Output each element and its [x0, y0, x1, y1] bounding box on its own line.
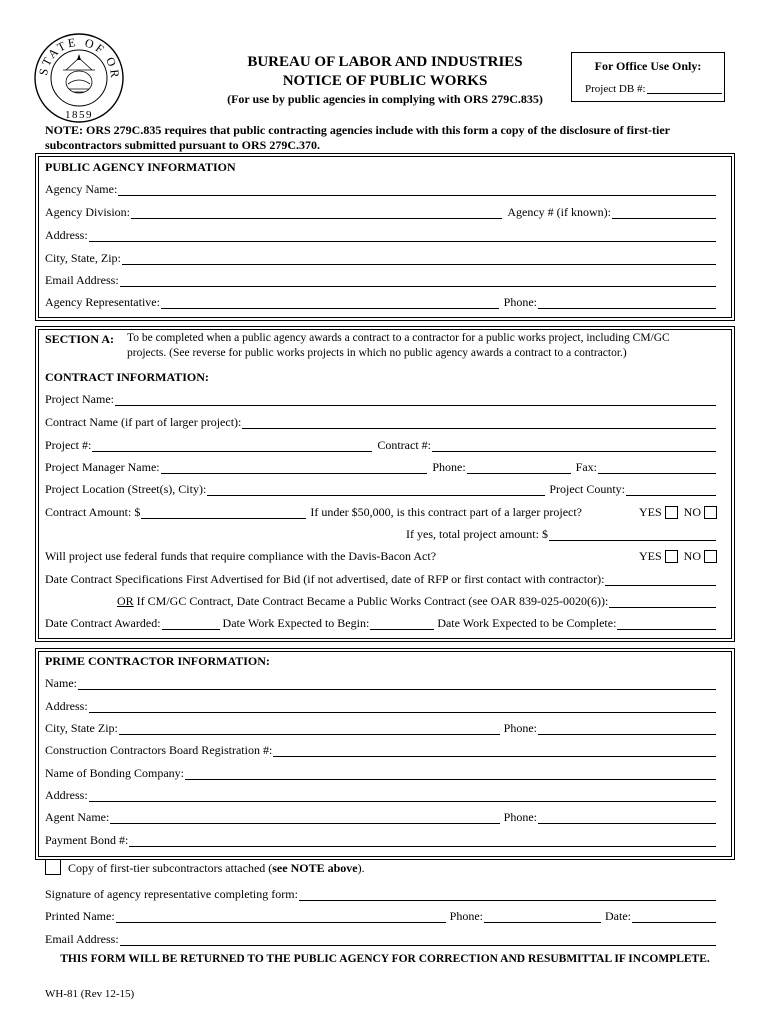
agency-address-row — [45, 226, 717, 242]
prime-name-field[interactable] — [78, 678, 716, 690]
copy-text-b: see NOTE above — [272, 861, 358, 875]
agency-email-label: Email Address: — [45, 273, 119, 287]
agency-email-row — [45, 271, 717, 287]
section-a-text-2: projects. (See reverse for public works projects in which no public agency awards a contract to a contractor.) — [127, 347, 627, 359]
copy-text-c: ). — [357, 861, 365, 875]
printed-name-field[interactable] — [116, 911, 446, 923]
agency-city-label: City, State, Zip: — [45, 251, 121, 265]
contract-info-heading: CONTRACT INFORMATION: — [45, 370, 209, 384]
prime-heading: PRIME CONTRACTOR INFORMATION: — [45, 654, 270, 668]
date-advertised-label: Date Contract Specifications First Advertised for Bid (if not advertised, date of RFP or first contact with contractor): — [45, 572, 605, 586]
contract-name-row — [45, 413, 717, 429]
ccb-field[interactable] — [273, 745, 716, 757]
or-label: OR — [117, 594, 134, 608]
prime-name-label: Name: — [45, 676, 77, 690]
project-county-label: Project County: — [549, 482, 625, 496]
agency-name-label: Agency Name: — [45, 182, 118, 196]
sign-phone-field[interactable] — [484, 911, 601, 923]
sign-phone-label: Phone: — [449, 909, 483, 923]
federal-yes-checkbox[interactable] — [665, 550, 678, 563]
section-a-label: SECTION A: — [45, 332, 115, 346]
signature-row — [45, 885, 717, 901]
prime-city-row — [45, 719, 717, 735]
date-complete-field[interactable] — [617, 618, 716, 630]
federal-funds-question: Will project use federal funds that require compliance with the Davis-Bacon Act? — [45, 549, 437, 563]
section-a-text-1: To be completed when a public agency awards a contract to a contractor for a public works project, including CM/GC — [127, 332, 670, 344]
agency-rep-label: Agency Representative: — [45, 295, 160, 309]
date-advertised-row — [45, 570, 717, 586]
agency-city-row — [45, 249, 717, 265]
prime-address-label: Address: — [45, 699, 88, 713]
agent-phone-label: Phone: — [503, 810, 537, 824]
agency-division-label: Agency Division: — [45, 205, 130, 219]
project-db-field[interactable] — [647, 93, 722, 94]
date-complete-label: Date Work Expected to be Complete: — [437, 616, 617, 630]
agent-phone-field[interactable] — [538, 812, 716, 824]
agency-name-field[interactable] — [118, 184, 716, 196]
contract-amount-row — [45, 503, 717, 519]
project-location-label: Project Location (Street(s), City): — [45, 482, 207, 496]
pm-phone-field[interactable] — [467, 462, 571, 474]
form-subtitle: NOTICE OF PUBLIC WORKS — [282, 73, 488, 89]
federal-no-checkbox[interactable] — [704, 550, 717, 563]
total-amount-row — [406, 525, 717, 541]
sign-date-field[interactable] — [632, 911, 716, 923]
agency-number-label: Agency # (if known): — [507, 205, 611, 219]
project-number-row — [45, 436, 717, 452]
office-use-title: For Office Use Only: — [594, 59, 702, 73]
agent-row — [45, 808, 717, 824]
agency-rep-row — [45, 293, 717, 309]
contract-number-label: Contract #: — [377, 438, 431, 452]
prime-city-label: City, State Zip: — [45, 721, 118, 735]
bonding-company-field[interactable] — [185, 768, 716, 780]
ccb-row — [45, 741, 717, 757]
subcontractors-attached-label — [68, 861, 365, 876]
contract-dates-row — [45, 614, 717, 630]
date-advertised-field[interactable] — [605, 574, 716, 586]
contract-name-field[interactable] — [242, 417, 716, 429]
larger-project-question: If under $50,000, is this contract part of a larger project? — [310, 505, 583, 519]
project-county-field[interactable] — [626, 484, 716, 496]
signature-label: Signature of agency representative completing form: — [45, 887, 298, 901]
agent-name-field[interactable] — [110, 812, 499, 824]
svg-text:STATE OF OREGON — [33, 32, 122, 81]
seal-text: STATE OF OR — [35, 34, 123, 81]
project-location-row — [45, 480, 717, 496]
agency-heading: PUBLIC AGENCY INFORMATION — [45, 160, 236, 174]
date-begin-field[interactable] — [370, 618, 434, 630]
federal-yes-label: YES — [638, 549, 662, 563]
larger-yes-label: YES — [638, 505, 662, 519]
project-location-field[interactable] — [207, 484, 545, 496]
payment-bond-field[interactable] — [129, 835, 716, 847]
bonding-address-row — [45, 786, 717, 802]
signature-field[interactable] — [299, 889, 716, 901]
bonding-address-field[interactable] — [89, 790, 716, 802]
project-name-row — [45, 390, 717, 406]
form-title: BUREAU OF LABOR AND INDUSTRIES — [247, 54, 523, 70]
agency-city-field[interactable] — [122, 253, 716, 265]
payment-bond-row — [45, 831, 717, 847]
larger-yes-checkbox[interactable] — [665, 506, 678, 519]
date-awarded-field[interactable] — [162, 618, 220, 630]
incomplete-warning: THIS FORM WILL BE RETURNED TO THE PUBLIC AGENCY FOR CORRECTION AND RESUBMITTAL IF INCOMPLETE. — [60, 953, 710, 965]
subcontractors-checkbox[interactable] — [45, 859, 61, 875]
pm-fax-label: Fax: — [575, 460, 597, 474]
prime-phone-field[interactable] — [538, 723, 716, 735]
prime-address-row — [45, 697, 717, 713]
pm-fax-field[interactable] — [598, 462, 716, 474]
larger-no-checkbox[interactable] — [704, 506, 717, 519]
cmgc-date-label: If CM/GC Contract, Date Contract Became a Public Works Contract (see OAR 839-025-0020(6)): — [133, 594, 609, 608]
project-number-field[interactable] — [92, 440, 372, 452]
prime-name-row — [45, 674, 717, 690]
agency-name-row — [45, 180, 717, 196]
disclosure-note: NOTE: ORS 279C.835 requires that public contracting agencies include with this form a copy of the disclosure of first-tier subcontractors submitted pursuant to ORS 279C.370. — [45, 123, 670, 152]
project-name-label: Project Name: — [45, 392, 114, 406]
agency-phone-label: Phone: — [503, 295, 537, 309]
cmgc-date-field[interactable] — [609, 596, 716, 608]
seal-year: 1859 — [65, 109, 93, 121]
agency-email-field[interactable] — [120, 275, 716, 287]
payment-bond-label: Payment Bond #: — [45, 833, 129, 847]
pm-phone-label: Phone: — [432, 460, 466, 474]
project-manager-field[interactable] — [161, 462, 428, 474]
form-purpose: (For use by public agencies in complying with ORS 279C.835) — [227, 92, 543, 106]
sign-email-label: Email Address: — [45, 932, 119, 946]
bonding-company-row — [45, 764, 717, 780]
printed-name-row — [45, 907, 717, 923]
agency-division-row — [45, 203, 717, 219]
ccb-label: Construction Contractors Board Registration #: — [45, 743, 273, 757]
form-number: WH-81 (Rev 12-15) — [45, 988, 135, 1000]
bonding-address-label: Address: — [45, 788, 88, 802]
prime-phone-label: Phone: — [503, 721, 537, 735]
agency-phone-field[interactable] — [538, 297, 716, 309]
project-name-field[interactable] — [115, 394, 716, 406]
cmgc-date-row — [117, 592, 717, 608]
agency-address-field[interactable] — [89, 230, 716, 242]
project-manager-label: Project Manager Name: — [45, 460, 160, 474]
sign-email-row — [45, 930, 717, 946]
project-number-label: Project #: — [45, 438, 92, 452]
bonding-company-label: Name of Bonding Company: — [45, 766, 184, 780]
federal-no-label: NO — [683, 549, 701, 563]
contract-number-field[interactable] — [432, 440, 716, 452]
prime-address-field[interactable] — [89, 701, 716, 713]
contract-name-label: Contract Name (if part of larger project): — [45, 415, 242, 429]
contract-amount-label: Contract Amount: $ — [45, 505, 141, 519]
total-amount-field[interactable] — [549, 529, 716, 541]
agency-number-field[interactable] — [612, 207, 716, 219]
sign-date-label: Date: — [605, 909, 631, 923]
date-awarded-label: Date Contract Awarded: — [45, 616, 161, 630]
agency-address-label: Address: — [45, 228, 88, 242]
office-use-box — [571, 52, 725, 102]
copy-text-a: Copy of first-tier subcontractors attached ( — [68, 861, 273, 875]
agency-rep-field[interactable] — [161, 297, 499, 309]
sign-email-field[interactable] — [120, 934, 716, 946]
contract-amount-field[interactable] — [141, 507, 306, 519]
project-manager-row — [45, 458, 717, 474]
agency-division-field[interactable] — [131, 207, 502, 219]
total-amount-label: If yes, total project amount: $ — [406, 527, 548, 541]
date-begin-label: Date Work Expected to Begin: — [222, 616, 370, 630]
federal-funds-row — [45, 547, 717, 563]
printed-name-label: Printed Name: — [45, 909, 115, 923]
oregon-state-seal — [33, 32, 125, 124]
project-db-label: Project DB #: — [585, 83, 646, 95]
agent-name-label: Agent Name: — [45, 810, 110, 824]
larger-no-label: NO — [683, 505, 701, 519]
prime-city-field[interactable] — [119, 723, 500, 735]
